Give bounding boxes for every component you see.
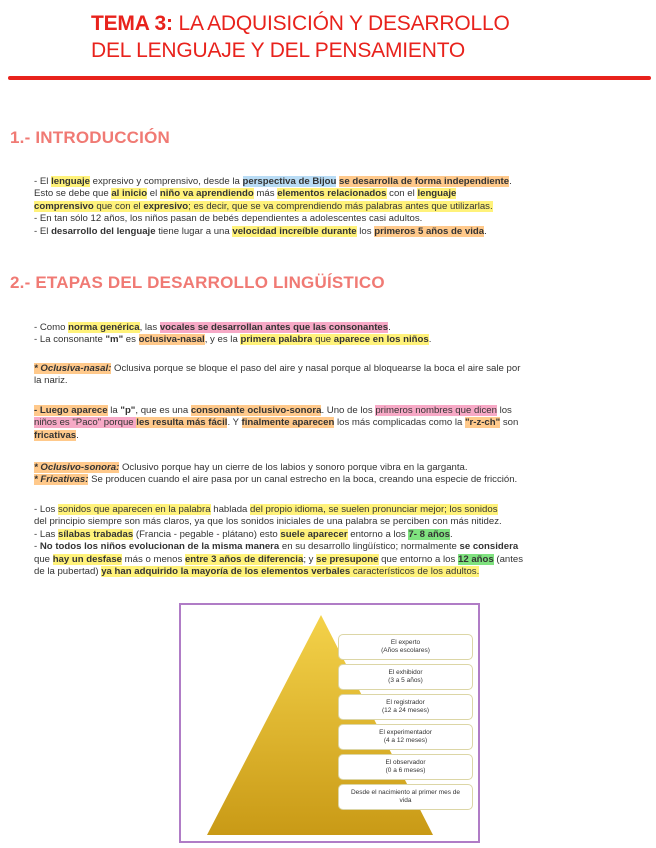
pyramid-stage: Desde el nacimiento al primer mes de vida [338, 784, 473, 810]
oclusiva-nasal-definition [34, 363, 634, 388]
intro-paragraph [34, 176, 634, 238]
text-line: - Luego aparece la "p", que es una consonante oclusivo-sonora. Uno de los primeros nombres que dicen los [34, 405, 512, 416]
text-line: la nariz. [34, 375, 68, 387]
definitions [34, 462, 634, 487]
text-line: niños es "Paco" porque les resulta más fácil. Y finalmente aparecen los más complicadas como la "r-z-ch" son [34, 417, 519, 429]
text-line: del principio siempre son más claros, ya que los sonidos iniciales de una palabra se perciben con más nitidez. [34, 516, 502, 528]
title-divider [8, 76, 651, 80]
text-line: * Oclusiva-nasal: Oclusiva porque se bloque el paso del aire y nasal porque al bloquearse la boca el aire sale por [34, 363, 521, 374]
text-line: - En tan sólo 12 años, los niños pasan de bebés dependientes a adolescentes casi adultos. [34, 213, 423, 225]
text-line: fricativas. [34, 429, 79, 441]
section-heading-introduccion: 1.- INTRODUCCIÓN [10, 128, 170, 147]
pyramid-stage: El registrador (12 a 24 meses) [338, 694, 473, 720]
pyramid-stage: El observador (0 a 6 meses) [338, 754, 473, 780]
consonante-p-paragraph [34, 405, 634, 442]
pyramid-stage: El exhibidor (3 a 5 años) [338, 664, 473, 690]
text-line: - No todos los niños evolucionan de la misma manera en su desarrollo lingüístico; normalmente se considera [34, 541, 519, 553]
text-line: * Fricativas: Se producen cuando el aire pasa por un canal estrecho en la boca, creando una especie de fricción. [34, 474, 518, 486]
text-line: - La consonante "m" es oclusiva-nasal, y es la primera palabra que aparece en los niños. [34, 334, 432, 346]
text-line: - Las sílabas trabadas (Francia - pegable - plátano) esto suele aparecer entorno a los 7- 8 años. [34, 528, 453, 540]
text-line: - Como norma genérica, las vocales se desarrollan antes que las consonantes. [34, 322, 391, 333]
text-line: que hay un desfase más o menos entre 3 años de diferencia; y se presupone que entorno a los 12 años (antes [34, 553, 524, 565]
text-line: de la pubertad) ya han adquirido la mayoría de los elementos verbales característicos de los adultos. [34, 566, 480, 578]
sonidos-paragraph [34, 504, 634, 578]
pyramid-stage: El experto (Años escolares) [338, 634, 473, 660]
text-line: * Oclusivo-sonora: Oclusivo porque hay un cierre de los labios y sonoro porque vibra en la garganta. [34, 462, 468, 473]
text-line: - El desarrollo del lenguaje tiene lugar a una velocidad increíble durante los primeros 5 años de vida. [34, 225, 487, 237]
page-title: TEMA 3: LA ADQUISICIÓN Y DESARROLLO DEL LENGUAJE Y DEL PENSAMIENTO [91, 12, 510, 62]
etapas-intro [34, 322, 634, 347]
text-line: comprensivo que con el expresivo; es decir, que se va comprendiendo más palabras antes que utilizarlas. [34, 200, 493, 212]
text-line: Esto se debe que al inicio el niño va aprendiendo más elementos relacionados con el lenguaje [34, 188, 457, 200]
text-line: - El lenguaje expresivo y comprensivo, desde la perspectiva de Bijou se desarrolla de forma independiente. [34, 176, 512, 187]
text-line: - Los sonidos que aparecen en la palabra hablada del propio idioma, se suelen pronunciar mejor; los sonidos [34, 504, 498, 515]
pyramid-figure [179, 603, 480, 843]
section-heading-etapas: 2.- ETAPAS DEL DESARROLLO LINGÜÍSTICO [10, 273, 385, 292]
pyramid-stage: El experimentador (4 a 12 meses) [338, 724, 473, 750]
